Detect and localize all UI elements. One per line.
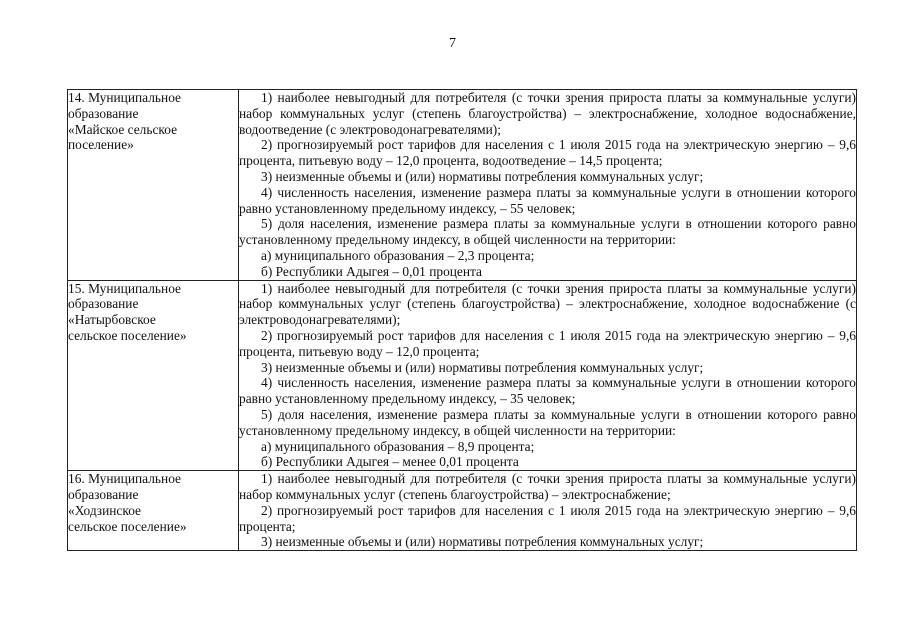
paragraph: 5) доля населения, изменение размера платы за коммунальные услуги в отношении которого равно установленному предельному индексу, в общей численности на территории: [239,406,856,438]
paragraph: 5) доля населения, изменение размера платы за коммунальные услуги в отношении которого равно установленному предельному индексу, в общей численности на территории: [239,216,856,248]
paragraph: 3) неизменные объемы и (или) нормативы потребления коммунальных услуг; [261,359,704,375]
details-cell [239,280,857,471]
municipality-line: образование [68,105,139,121]
municipality-line: сельское поселение» [68,327,187,343]
paragraph: 1) наиболее невыгодный для потребителя (с точки зрения прироста платы за коммунальные услуги) набор коммунальных услуг (степень благоустройства) – электроснабжение, холодное водоснабжение, водоотведение (с электроводонагревателями); [239,90,856,137]
municipality-line: 16. Муниципальное [68,471,182,487]
paragraph: 2) прогнозируемый рост тарифов для населения с 1 июля 2015 года на электрическую энергию – 9,6 процента, питьевую воду – 12,0 процента; [239,327,856,359]
municipality-line: 15. Муниципальное [68,280,182,296]
table-row [68,471,857,551]
sub-item: а) муниципального образования – 8,9 процента; [261,438,535,454]
paragraph: 4) численность населения, изменение размера платы за коммунальные услуги в отношении которого равно установленному предельному индексу, – 35 человек; [239,375,856,407]
municipality-line: образование [68,296,139,312]
municipality-line: образование [68,486,139,502]
paragraph: 3) неизменные объемы и (или) нормативы потребления коммунальных услуг; [261,534,704,550]
municipality-cell [68,280,239,471]
paragraph: 4) численность населения, изменение размера платы за коммунальные услуги в отношении которого равно установленному предельному индексу, – 55 человек; [239,184,856,216]
municipality-line: поселение» [68,137,134,153]
municipality-line: «Майское сельское [68,121,178,137]
details-cell [239,471,857,551]
sub-item: б) Республики Адыгея – 0,01 процента [261,263,483,279]
municipality-line: сельское поселение» [68,518,187,534]
municipality-line: «Натырбовское [68,312,156,328]
page-number: 7 [449,36,456,51]
municipality-line: «Ходзинское [68,502,142,518]
paragraph: 2) прогнозируемый рост тарифов для населения с 1 июля 2015 года на электрическую энергию – 9,6 процента; [239,502,856,534]
sub-item: б) Республики Адыгея – менее 0,01 процента [261,454,519,470]
table-row [68,280,857,471]
municipality-cell [68,471,239,551]
municipality-cell [68,90,239,281]
sub-item: а) муниципального образования – 2,3 процента; [261,247,535,263]
details-cell [239,90,857,281]
table-row [68,90,857,281]
paragraph: 3) неизменные объемы и (или) нормативы потребления коммунальных услуг; [261,168,704,184]
municipality-table [67,89,857,551]
paragraph: 2) прогнозируемый рост тарифов для населения с 1 июля 2015 года на электрическую энергию – 9,6 процента, питьевую воду – 12,0 процента, водоотведение – 14,5 процента; [239,137,856,169]
municipality-line: 14. Муниципальное [68,90,182,105]
paragraph: 1) наиболее невыгодный для потребителя (с точки зрения прироста платы за коммунальные услуги) набор коммунальных услуг (степень благоустройства) – электроснабжение, холодное водоснабжение (с электроводонагревателями); [239,280,856,328]
paragraph: 1) наиболее невыгодный для потребителя (с точки зрения прироста платы за коммунальные услуги) набор коммунальных услуг (степень благоустройства) – электроснабжение; [239,471,856,502]
